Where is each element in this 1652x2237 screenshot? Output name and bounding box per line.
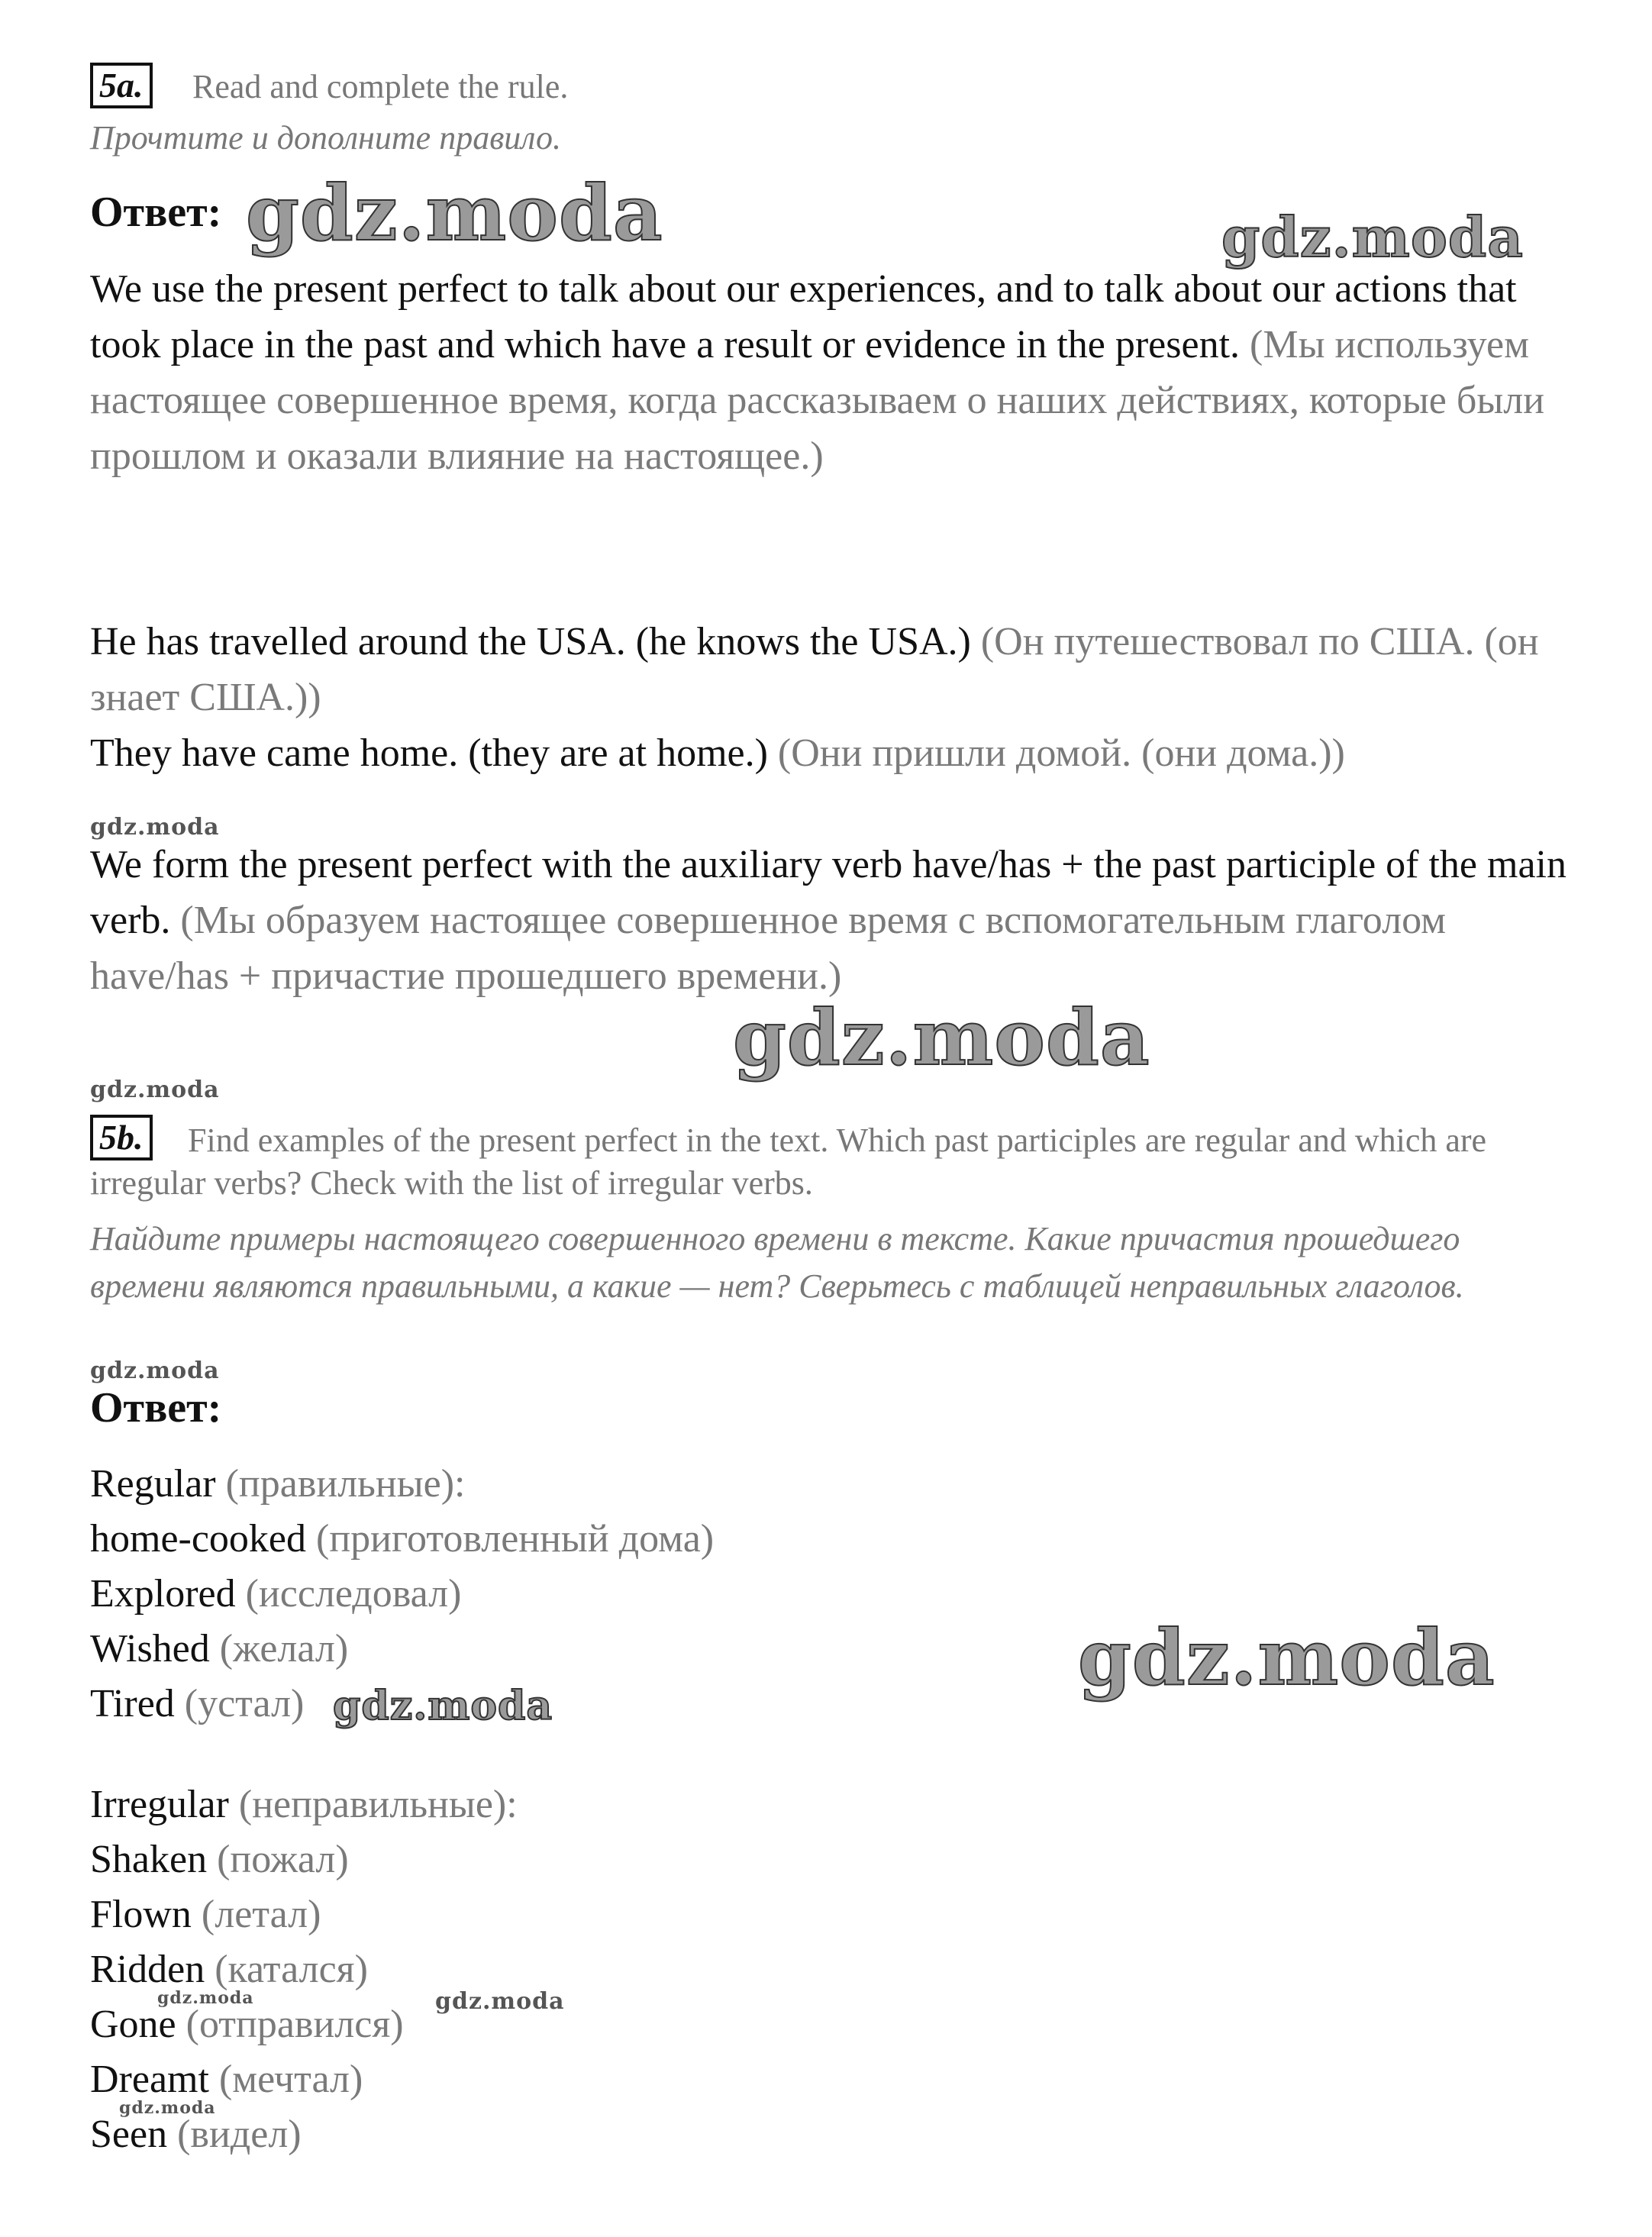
watermark-logo: gdz.moda (1221, 205, 1524, 270)
word-en: Wished (90, 1627, 210, 1670)
regular-heading-colon: : (454, 1462, 466, 1506)
example-2-russian: (Они пришли домой. (они дома.)) (777, 731, 1345, 775)
watermark-logo: gdz.moda (90, 814, 220, 841)
word-ru: (видел) (177, 2113, 302, 2156)
list-item (90, 2112, 302, 2158)
regular-heading-en: Regular (90, 1462, 216, 1506)
irregular-heading (90, 1782, 518, 1828)
watermark-logo: gdz.moda (90, 1357, 220, 1384)
list-item (90, 1892, 321, 1938)
instruction-ru-5b: Найдите примеры настоящего совершенного времени в тексте. Какие причастия прошедшего времени являются правильными, а какие — нет? Сверьтесь с таблицей неправильных глаголов. (90, 1220, 1464, 1305)
watermark-logo: gdz.moda (90, 1077, 220, 1103)
word-en: home-cooked (90, 1517, 307, 1561)
word-ru: (катался) (215, 1948, 368, 1991)
watermark-logo: gdz.moda (246, 168, 663, 258)
irregular-heading-colon: : (506, 1783, 518, 1826)
list-item (90, 1571, 461, 1617)
list-item (90, 1947, 368, 1993)
word-en: Dreamt (90, 2058, 209, 2101)
rule-paragraph-1 (90, 261, 1586, 484)
regular-heading (90, 1461, 466, 1507)
list-item (90, 1837, 349, 1883)
watermark-logo: gdz.moda (119, 2098, 216, 2118)
irregular-heading-ru: (неправильные) (238, 1783, 507, 1826)
irregular-heading-en: Irregular (90, 1783, 229, 1826)
list-item (90, 1626, 348, 1672)
word-en: Shaken (90, 1838, 208, 1881)
word-ru: (отправился) (186, 2003, 404, 2046)
list-item (90, 2002, 404, 2048)
watermark-logo: gdz.moda (1078, 1612, 1496, 1703)
word-ru: (устал) (184, 1682, 305, 1725)
rule-2-russian: (Мы образуем настоящее совершенное время с вспомогательным глаголом have/has + причастие прошедшего времени.) (90, 899, 1446, 998)
answer-label-5b: Ответ: (90, 1384, 222, 1432)
word-ru: (мечтал) (218, 2058, 363, 2101)
watermark-logo: gdz.moda (157, 1988, 254, 2008)
word-en: Explored (90, 1572, 236, 1616)
example-paragraph-1 (90, 614, 1586, 725)
rule-paragraph-2 (90, 837, 1586, 1004)
list-item (90, 2057, 363, 2103)
word-en: Ridden (90, 1948, 205, 1991)
watermark-logo: gdz.moda (733, 993, 1150, 1083)
rule-1-russian: (Мы используем настоящее совершенное время, когда рассказываем о наших действиях, которые были прошлом и оказали влияние на настоящее.) (90, 323, 1545, 478)
example-2-english: They have came home. (they are at home.) (90, 731, 768, 775)
example-1-english: He has travelled around the USA. (he knows the USA.) (90, 620, 971, 663)
word-ru: (пожал) (217, 1838, 349, 1881)
word-en: Flown (90, 1893, 192, 1936)
exercise-badge-5b: 5b. (90, 1115, 153, 1160)
example-paragraph-2 (90, 725, 1586, 781)
instruction-ru-5a: Прочтите и дополните правило. (90, 119, 562, 157)
word-ru: (приготовленный дома) (316, 1517, 715, 1561)
regular-heading-ru: (правильные) (225, 1462, 455, 1506)
word-en: Gone (90, 2003, 176, 2046)
word-ru: (исследовал) (245, 1572, 462, 1616)
list-item (90, 1681, 304, 1727)
exercise-badge-5a: 5a. (90, 63, 153, 108)
word-en: Tired (90, 1682, 175, 1725)
watermark-logo: gdz.moda (333, 1683, 553, 1729)
word-ru: (летал) (201, 1893, 321, 1936)
word-en: Seen (90, 2113, 168, 2156)
word-ru: (желал) (219, 1627, 349, 1670)
list-item (90, 1516, 714, 1562)
instruction-en-5a: Read and complete the rule. (192, 68, 569, 105)
example-1-russian: (Он путешествовал по США. (он знает США.)) (90, 620, 1539, 719)
instruction-en-5b: Find examples of the present perfect in the text. Which past participles are regular and which are irregular verbs? Check with the list of irregular verbs. (90, 1122, 1487, 1202)
answer-label-5a: Ответ: (90, 189, 222, 236)
watermark-logo: gdz.moda (435, 1988, 565, 2015)
rule-1-english: We use the present perfect to talk about our experiences, and to talk about our actions that took place in the past and which have a result or evidence in the present. (90, 267, 1517, 366)
rule-2-english: We form the present perfect with the auxiliary verb have/has + the past participle of the main verb. (90, 843, 1566, 942)
